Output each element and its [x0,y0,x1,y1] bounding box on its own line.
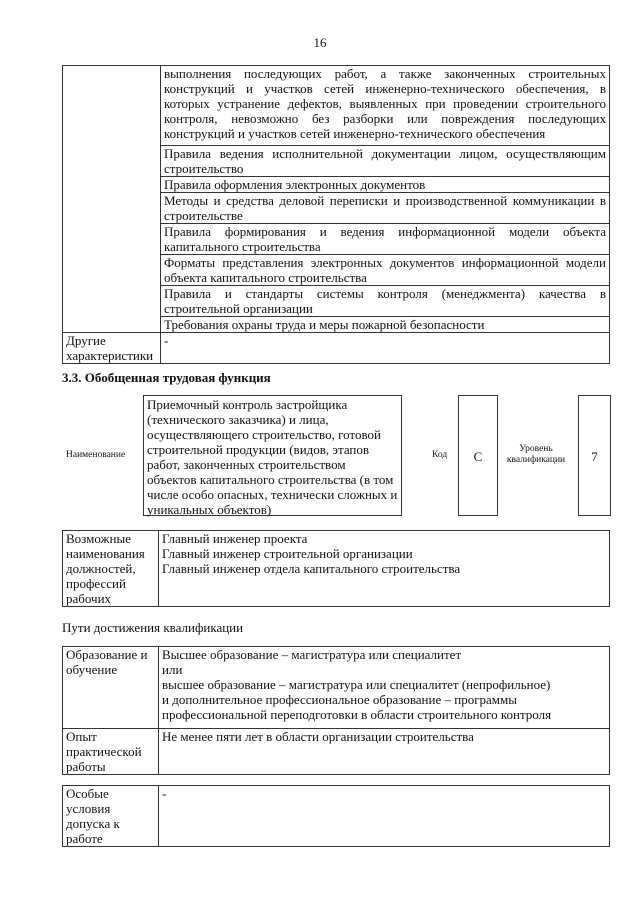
paths-heading: Пути достижения квалификации [62,620,244,635]
position-item: Главный инженер отдела капитального строительства [162,561,461,576]
education-line: и дополнительное профессиональное образование – программы [162,692,517,707]
positions-label: Возможные наименования должностей, профессий рабочих [63,531,159,607]
code-value: C [458,395,498,516]
education-line: профессиональной переподготовки в области строительного контроля [162,707,552,722]
code-label: Код [432,450,448,460]
other-value: - [161,333,610,364]
special-label: Особые условия допуска к работе [63,786,159,847]
experience-label: Опыт практической работы [63,729,159,775]
knowledge-item: Правила и стандарты системы контроля (менеджмента) качества в строительной организации [161,286,610,317]
education-line: высшее образование – магистратура или специалитет (непрофильное) [162,677,551,692]
name-label: Наименование [66,450,126,460]
position-item: Главный инженер проекта [162,531,308,546]
knowledge-item: Правила ведения исполнительной документации лицом, осуществляющим строительство [161,146,610,177]
education-line: Высшее образование – магистратура или специалитет [162,647,462,662]
special-table [62,785,610,847]
education-table [62,646,610,775]
experience-value: Не менее пяти лет в области организации строительства [159,729,610,775]
special-value: - [159,786,610,847]
page-number: 16 [313,35,327,50]
level-value: 7 [578,395,611,516]
knowledge-item: Методы и средства деловой переписки и производственной коммуникации в строительстве [161,193,610,224]
knowledge-item: Форматы представления электронных документов информационной модели объекта капитального строительства [161,255,610,286]
level-label: Уровень квалификации [506,444,566,465]
knowledge-item: Правила оформления электронных документов [161,177,610,193]
knowledge-table [62,65,610,364]
position-item: Главный инженер строительной организации [162,546,413,561]
knowledge-item: выполнения последующих работ, а также законченных строительных конструкций и участков сетей инженерно-технического обеспечения, в которых устранение дефектов, выявленных при проведении строительного контроля, невозможно без разборки или повреждения последующих конструкций и участков сетей инженерно-технического обеспечения [161,66,610,146]
knowledge-item: Правила формирования и ведения информационной модели объекта капитального строительства [161,224,610,255]
empty-label-cell [63,66,161,333]
other-label: Другие характеристики [63,333,161,364]
education-label: Образование и обучение [63,647,159,729]
education-line: или [162,662,183,677]
knowledge-item: Требования охраны труда и меры пожарной безопасности [161,317,610,333]
positions-table [62,530,610,607]
section-heading: 3.3. Обобщенная трудовая функция [62,370,271,385]
name-value: Приемочный контроль застройщика (технического заказчика) и лица, осуществляющего строительство, готовой строительной продукции (видов, этапов работ, законченных строительством объектов капитального строительства (в том числе особо опасных, технически сложных и уникальных объектов) [143,395,402,516]
